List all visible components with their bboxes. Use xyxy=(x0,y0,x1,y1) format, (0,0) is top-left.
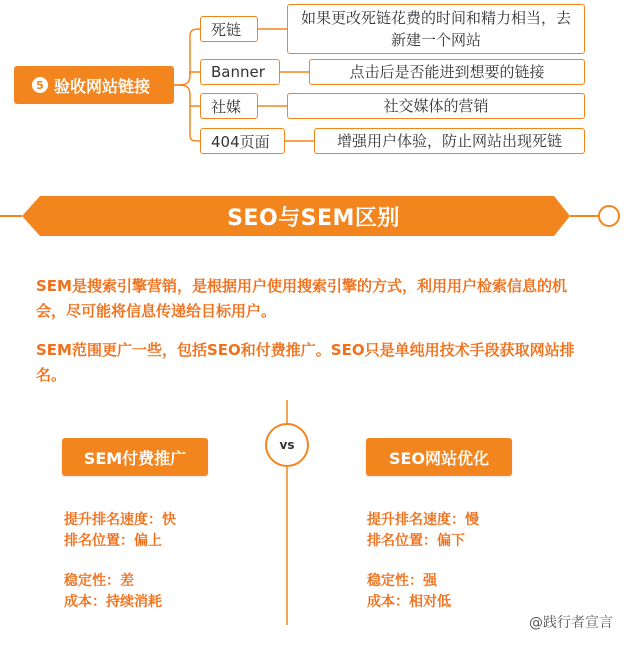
seo-stability: 稳定性：强 xyxy=(367,573,437,589)
seo-properties xyxy=(367,510,479,613)
step-number-badge: 5 xyxy=(32,77,48,93)
sem-position: 排名位置：偏上 xyxy=(64,533,162,549)
seo-heading: SEO网站优化 xyxy=(366,438,512,476)
sem-cost: 成本：持续消耗 xyxy=(64,594,162,610)
description-banner: 点击后是否能进到想要的链接 xyxy=(309,59,585,85)
sem-speed: 提升排名速度：快 xyxy=(64,512,176,528)
category-social-media: 社媒 xyxy=(200,93,258,119)
root-node-label: 验收网站链接 xyxy=(54,76,151,96)
seo-speed: 提升排名速度：慢 xyxy=(367,512,479,528)
seo-position: 排名位置：偏下 xyxy=(367,533,465,549)
description-404-page: 增强用户体验，防止网站出现死链 xyxy=(314,128,585,154)
watermark xyxy=(529,612,613,632)
category-404-page: 404页面 xyxy=(200,128,285,154)
category-dead-links: 死链 xyxy=(200,16,258,42)
intro-paragraph-sem-definition: SEM是搜索引擎营销，是根据用户使用搜索引擎的方式，利用用户检索信息的机会，尽可能将信息传递给目标用户。 xyxy=(36,277,567,320)
intro-paragraph-sem-scope: SEM范围更广一些，包括SEO和付费推广。SEO只是单纯用技术手段获取网站排名。 xyxy=(36,341,575,384)
sem-heading: SEM付费推广 xyxy=(62,438,208,476)
category-banner: Banner xyxy=(200,59,280,85)
watermark-text: @践行者宣言 xyxy=(529,615,613,631)
root-node-verify-links xyxy=(14,66,174,104)
seo-cost: 成本：相对低 xyxy=(367,594,451,610)
sem-properties xyxy=(64,510,176,613)
description-dead-links: 如果更改死链花费的时间和精力相当，去新建一个网站 xyxy=(287,4,585,54)
section-title: SEO与SEM区别 xyxy=(227,205,400,231)
vs-circle: vs xyxy=(265,423,309,467)
description-social-media: 社交媒体的营销 xyxy=(287,93,585,119)
sem-stability: 稳定性：差 xyxy=(64,573,134,589)
